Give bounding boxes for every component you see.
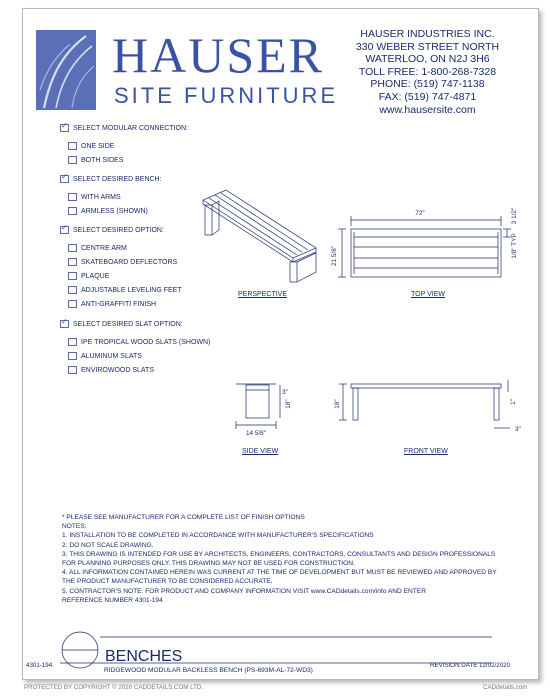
perspective-bench-drawing	[203, 190, 316, 282]
caption-top-view: TOP VIEW	[411, 291, 445, 298]
notes-header: NOTES:	[62, 523, 87, 531]
brand-subtitle: SITE FURNITURE	[114, 83, 339, 108]
footer-ref: 4301-194	[26, 662, 53, 669]
note-3: 3. THIS DRAWING IS INTENDED FOR USE BY ARCHITECTS, ENGINEERS, CONTRACTORS, CONSULTANTS AND DESIGN PROFESSIONALS	[62, 550, 496, 558]
option-ipe-slats[interactable]: IPE TROPICAL WOOD SLATS (SHOWN)	[68, 338, 210, 346]
option-envirowood-slats[interactable]: ENVIROWOOD SLATS	[68, 366, 154, 374]
side-view-drawing	[236, 384, 280, 429]
caption-front-view: FRONT VIEW	[404, 448, 448, 455]
option-armless[interactable]: ARMLESS (SHOWN)	[68, 207, 148, 215]
dim-side-depth: 14 5/8"	[245, 430, 267, 437]
dim-top-width: 72"	[415, 210, 425, 217]
option-leveling-feet[interactable]: ADJUSTABLE LEVELING FEET	[68, 286, 182, 294]
footer-copyright: PROTECTED BY COPYRIGHT © 2020 CADDETAILS.COM LTD.	[24, 684, 204, 691]
option-one-side[interactable]: ONE SIDE	[68, 142, 114, 150]
dim-top-edge: 3 1/2"	[511, 207, 518, 225]
title-sub: RIDGEWOOD MODULAR BACKLESS BENCH (PS-693M-AL-72-WD3)	[104, 667, 313, 674]
option-plaque[interactable]: PLAQUE	[68, 272, 109, 280]
option-skateboard-deflectors[interactable]: SKATEBOARD DEFLECTORS	[68, 258, 177, 266]
brand-name: HAUSER	[112, 27, 325, 83]
company-city: WATERLOO, ON N2J 3H6	[365, 53, 490, 66]
dim-top-depth: 21 5/8"	[331, 245, 338, 267]
company-tollfree: TOLL FREE: 1-800-268-7328	[358, 65, 497, 78]
option-centre-arm[interactable]: CENTRE ARM	[68, 244, 127, 252]
company-street: 330 WEBER STREET NORTH	[355, 40, 500, 53]
option-aluminum-slats[interactable]: ALUMINUM SLATS	[68, 352, 142, 360]
caption-side-view: SIDE VIEW	[242, 448, 279, 455]
note-2: 2. DO NOT SCALE DRAWING.	[62, 541, 154, 549]
company-phone: PHONE: (519) 747-1138	[370, 78, 485, 91]
option-with-arms[interactable]: WITH ARMS	[68, 193, 121, 201]
footer-revision: REVISION DATE 12/02/2020	[430, 662, 511, 669]
note-4-cont: THE PRODUCT MANUFACTURER TO BE CONSIDERED ACCURATE.	[62, 578, 273, 586]
company-fax: FAX: (519) 747-4871	[378, 90, 477, 103]
option-modular-connection[interactable]: ✓SELECT MODULAR CONNECTION:	[60, 124, 188, 132]
note-3-cont: FOR PLANNING PURPOSES ONLY. THIS DRAWING MAY NOT BE USED FOR CONSTRUCTION.	[62, 560, 355, 568]
title-main: BENCHES	[105, 648, 183, 665]
dim-side-height: 18"	[285, 399, 292, 409]
note-1: 1. INSTALLATION TO BE COMPLETED IN ACCORDANCE WITH MANUFACTURER'S SPECIFICATIONS	[62, 532, 374, 540]
footer-site[interactable]: CADdetails.com	[483, 684, 528, 691]
dim-front-thick: 1"	[510, 399, 517, 405]
option-both-sides[interactable]: BOTH SIDES	[68, 156, 123, 164]
front-view-drawing	[339, 380, 510, 428]
caption-perspective: PERSPECTIVE	[238, 291, 288, 298]
dim-side-top: 3"	[282, 389, 288, 396]
option-desired-bench[interactable]: ✓SELECT DESIRED BENCH:	[60, 175, 162, 183]
company-website[interactable]: www.hausersite.com	[379, 103, 476, 116]
top-view-drawing	[338, 216, 511, 277]
option-anti-graffiti[interactable]: ANTI-GRAFFITI FINISH	[68, 300, 156, 308]
note-5-cont: REFERENCE NUMBER 4301-194	[62, 596, 163, 604]
dim-front-height: 18"	[334, 399, 341, 409]
note-5: 5. CONTRACTOR'S NOTE: FOR PRODUCT AND COMPANY INFORMATION VISIT www.CADdetails.com/info AND ENTER	[62, 587, 426, 595]
notes-finish: * PLEASE SEE MANUFACTURER FOR A COMPLETE LIST OF FINISH OPTIONS	[62, 514, 305, 521]
note-4: 4. ALL INFORMATION CONTAINED HEREIN WAS CURRENT AT THE TIME OF DEVELOPMENT BUT MUST BE REVIEWED AND APPROVED BY	[62, 569, 497, 577]
option-slat[interactable]: ✓SELECT DESIRED SLAT OPTION:	[60, 320, 183, 328]
option-desired-option[interactable]: ✓SELECT DESIRED OPTION:	[60, 226, 164, 234]
dim-top-gap: 1/8" TYP	[511, 233, 518, 259]
dim-front-leg: 3"	[515, 426, 521, 433]
company-name: HAUSER INDUSTRIES INC.	[360, 28, 495, 40]
notes-block	[62, 513, 502, 605]
